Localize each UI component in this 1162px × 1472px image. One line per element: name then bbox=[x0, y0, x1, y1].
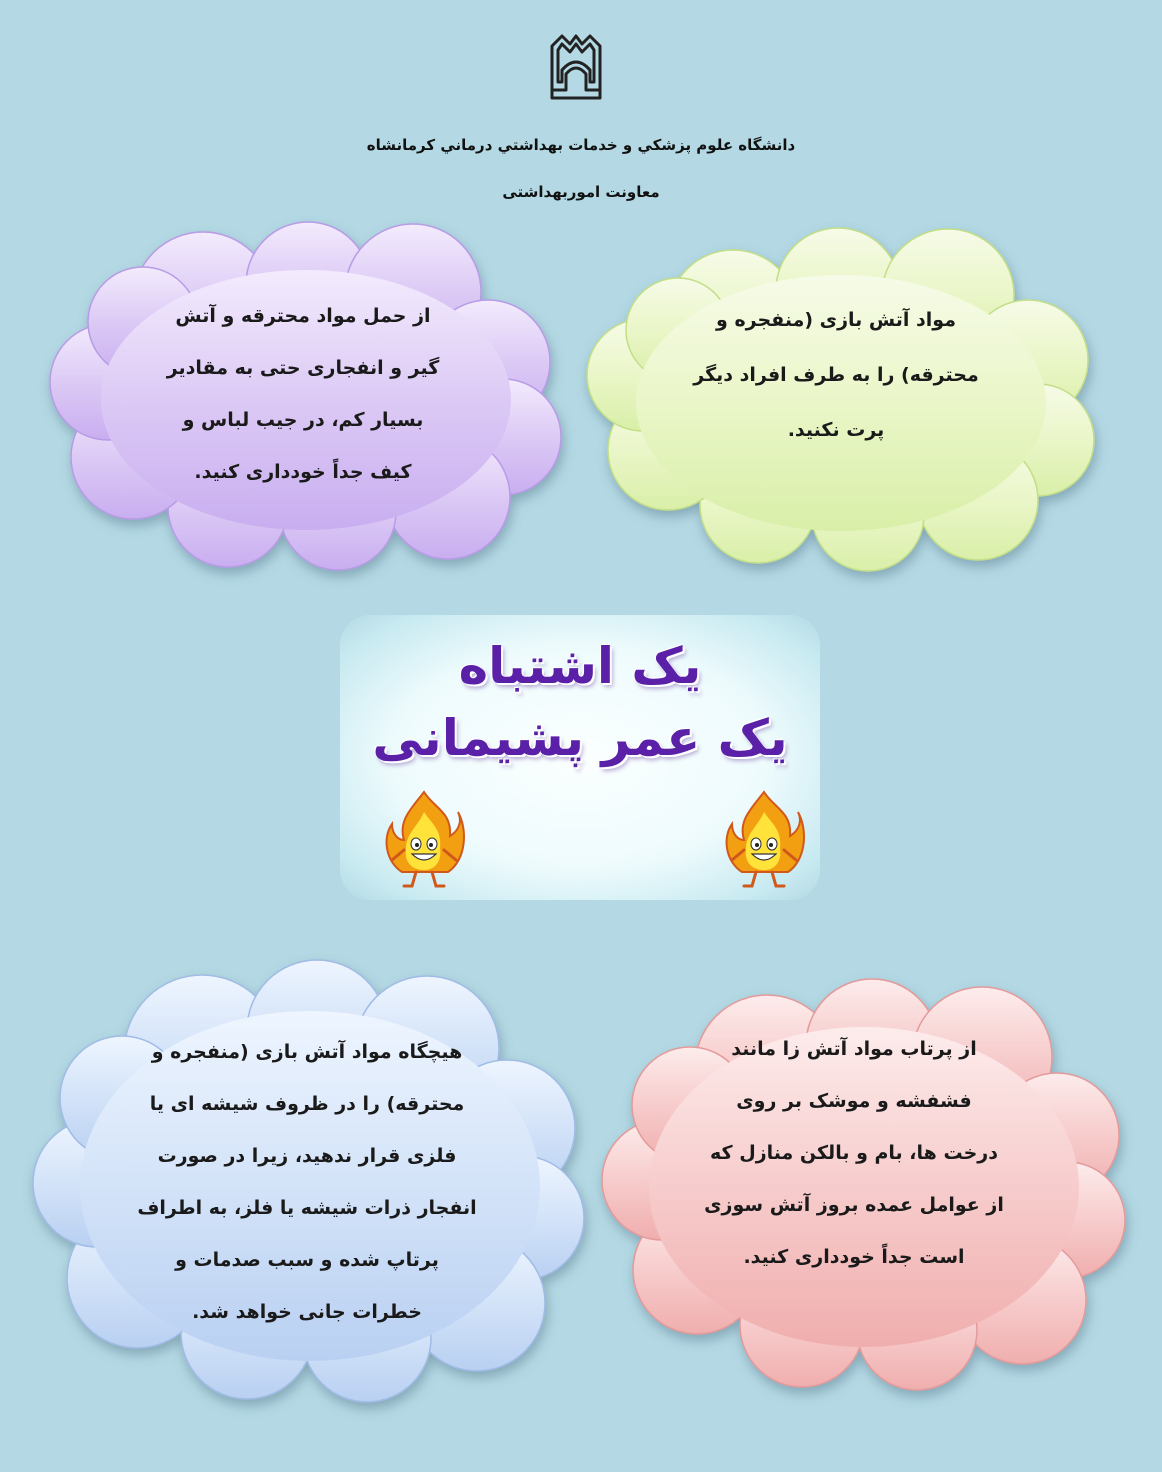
cloud-text-line: فلزی قرار ندهید، زیرا در صورت bbox=[157, 1145, 457, 1167]
cloud-text-line: هیچگاه مواد آتش بازی (منفجره و bbox=[151, 1041, 463, 1063]
cloud-text-line: از عوامل عمده بروز آتش سوزی bbox=[704, 1194, 1004, 1216]
fire-mascot-icon bbox=[382, 790, 466, 890]
cloud-text-line: بسیار کم، در جیب لباس و bbox=[182, 409, 424, 431]
cloud-bottom-right bbox=[602, 975, 1122, 1395]
cloud-text-line: درخت ها، بام و بالکن منازل که bbox=[710, 1142, 998, 1164]
slogan-line-2: یک عمر پشیمانی bbox=[372, 709, 788, 767]
fire-mascot-icon bbox=[722, 790, 806, 890]
cloud-text-line: فشفشه و موشک بر روی bbox=[736, 1090, 972, 1112]
cloud-top-right bbox=[583, 225, 1095, 565]
cloud-text-line: انفجار ذرات شیشه یا فلز، به اطراف bbox=[137, 1197, 477, 1219]
cloud-text-line: است جداً خودداری کنید. bbox=[743, 1246, 965, 1268]
cloud-text-line: محترقه) را به طرف افراد دیگر bbox=[693, 364, 979, 386]
slogan-banner bbox=[340, 615, 820, 900]
university-name: دانشگاه علوم پزشكي و خدمات بهداشتي درماني كرمانشاه bbox=[366, 136, 796, 154]
cloud-text-line: پرت نکنید. bbox=[787, 419, 885, 441]
cloud-text-line: پرتاپ شده و سبب صدمات و bbox=[175, 1249, 439, 1271]
cloud-top-left bbox=[48, 222, 558, 567]
cloud-text-line: گیر و انفجاری حتی به مقادیر bbox=[166, 357, 440, 379]
cloud-text-line: مواد آتش بازی (منفجره و bbox=[716, 309, 956, 331]
cloud-text-line: از پرتاب مواد آتش زا مانند bbox=[731, 1038, 977, 1060]
cloud-text-line: محترقه) را در ظروف شیشه ای یا bbox=[149, 1093, 465, 1115]
cloud-text-line: کیف جداً خودداری کنید. bbox=[194, 461, 412, 483]
cloud-bottom-left bbox=[32, 958, 580, 1408]
cloud-text-line: خطرات جانی خواهد شد. bbox=[192, 1301, 422, 1323]
cloud-text-line: از حمل مواد محترقه و آتش bbox=[175, 305, 431, 327]
department-name: معاونت اموربهداشتی bbox=[502, 183, 660, 201]
university-emblem-icon bbox=[548, 32, 604, 104]
slogan-line-1: یک اشتباه bbox=[458, 637, 702, 695]
